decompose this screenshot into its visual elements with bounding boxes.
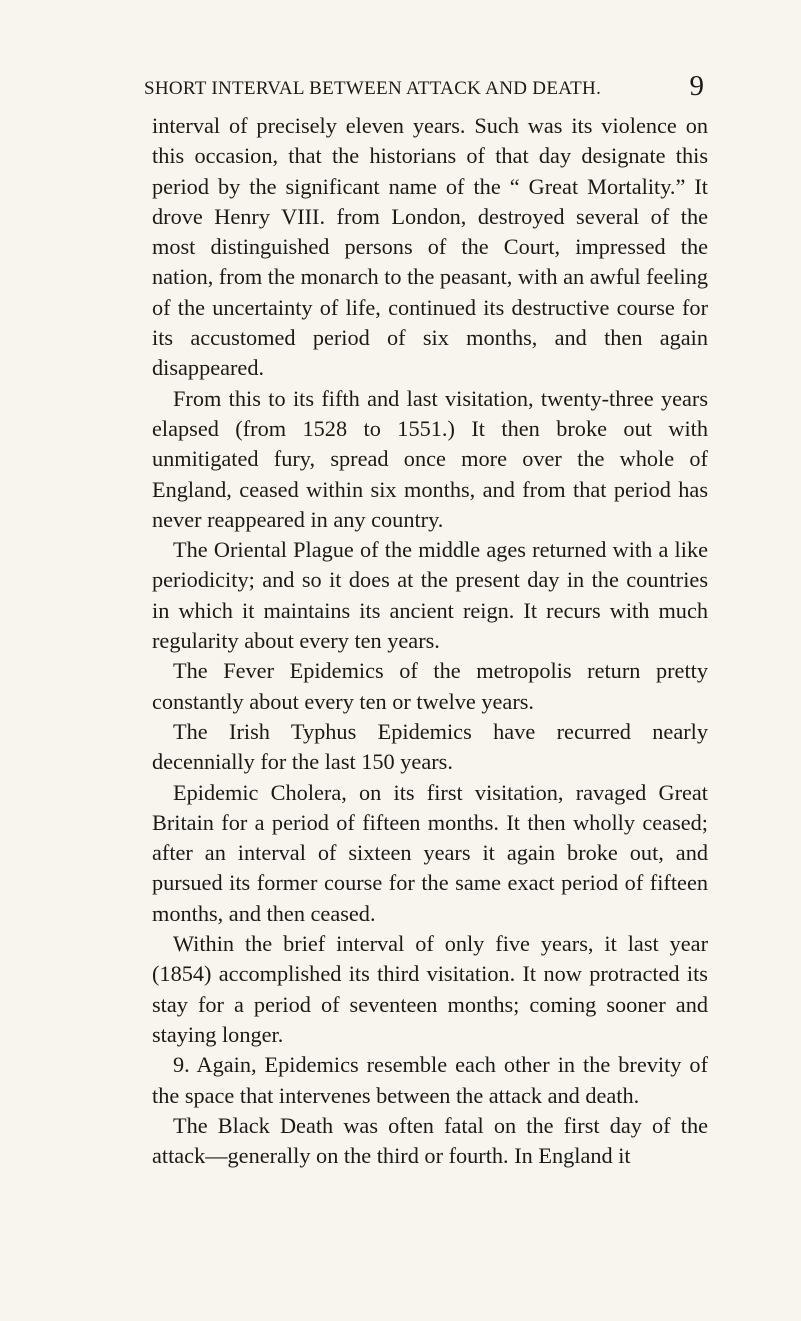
paragraph: From this to its fifth and last visitation, twenty-three years elapsed (from 1528 to 1551.) It then broke out with unmitigated fury, spread once more over the whole of England, ceased within six months, and from that period has never reappeared in any country. [152, 385, 708, 532]
paragraph: The Black Death was often fatal on the first day of the attack—generally on the third or fourth. In England it [152, 1112, 708, 1169]
body-text [152, 111, 708, 1171]
paragraph: Within the brief interval of only five years, it last year (1854) accomplished its third visitation. It now protracted its stay for a period of seventeen months; coming sooner and staying longer. [152, 931, 708, 1047]
paragraph: The Fever Epidemics of the metropolis return pretty constantly about every ten or twelve years. [152, 658, 708, 714]
paragraph: Epidemic Cholera, on its first visitation, ravaged Great Britain for a period of fifteen months. It then wholly ceased; after an interval of sixteen years it again broke out, and pursued its former course for the same exact period of fifteen months, and then ceased. [152, 779, 708, 926]
paragraph: The Irish Typhus Epidemics have recurred nearly decennially for the last 150 years. [152, 718, 708, 775]
paragraph: The Oriental Plague of the middle ages returned with a like periodicity; and so it does at the present day in the countries in which it maintains its ancient reign. It recurs with much regularity about every ten years. [152, 537, 708, 654]
page-number: 9 [689, 70, 704, 102]
paragraph: 9. Again, Epidemics resemble each other in the brevity of the space that intervenes between the attack and death. [152, 1052, 708, 1108]
paragraph: interval of precisely eleven years. Such was its violence on this occasion, that the historians of that day designate this period by the significant name of the “ Great Mortality.” It drove Henry VIII. from London, destroyed several of the most distinguished persons of the Court, impressed the nation, from the monarch to the peasant, with an awful feeling of the uncertainty of life, continued its destructive course for its accustomed period of six months, and then again disappeared. [152, 113, 709, 381]
running-head [144, 70, 704, 108]
running-title: SHORT INTERVAL BETWEEN ATTACK AND DEATH. [144, 78, 602, 99]
